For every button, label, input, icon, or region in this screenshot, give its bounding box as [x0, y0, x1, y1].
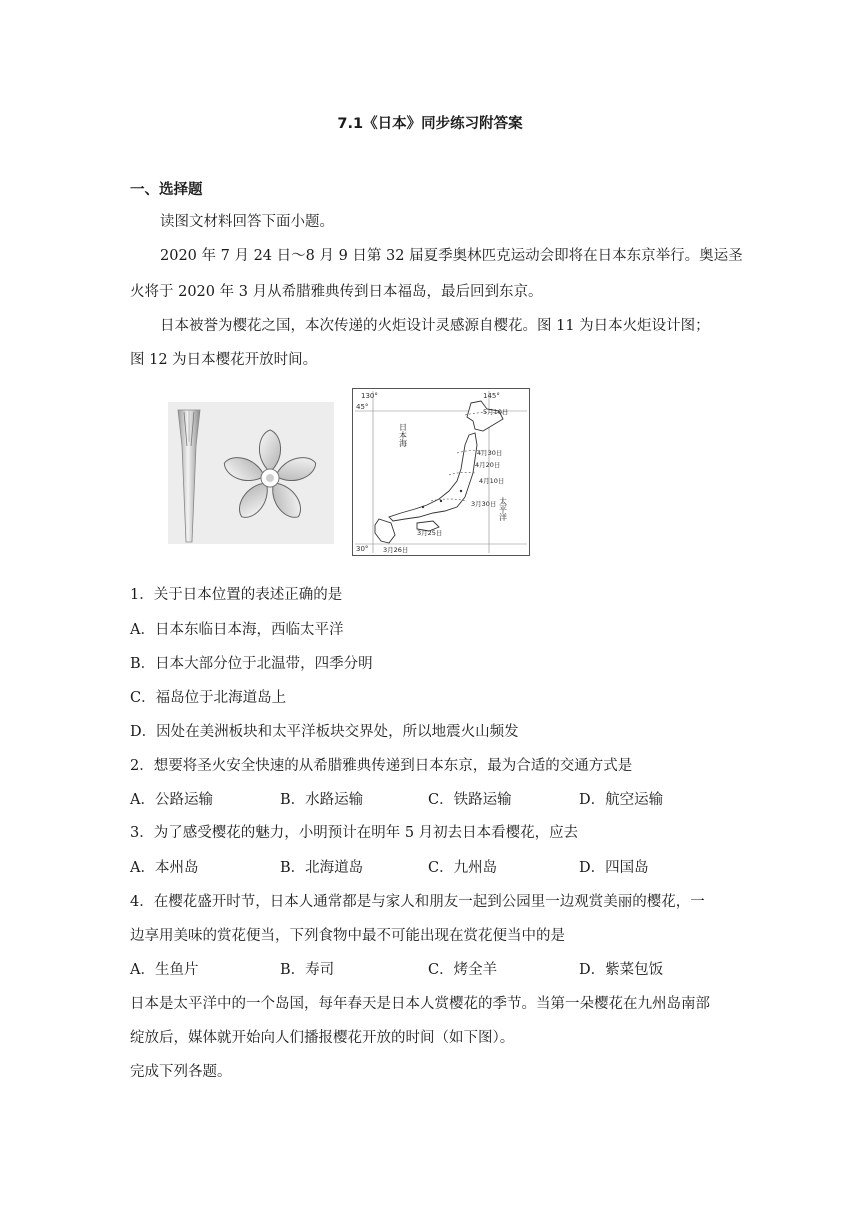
intro-text: 日本被誉为樱花之国，本次传递的火炬设计灵感源自樱花。图 11 为日本火炬设计图； — [160, 318, 710, 334]
question-option: D．四国岛 — [579, 860, 649, 876]
question-option: B．日本大部分位于北温带，四季分明 — [130, 656, 373, 672]
passage-text: 绽放后，媒体就开始向人们播报樱花开放的时间（如下图）。 — [130, 1030, 515, 1046]
question-stem: 3．为了感受樱花的魅力，小明预计在明年 5 月初去日本看樱花，应去 — [130, 825, 579, 841]
sea-label: 日本海 — [398, 423, 408, 447]
bloom-date-label: 4月10日 — [479, 477, 505, 485]
question-option: B．北海道岛 — [280, 860, 364, 876]
question-option: C．福岛位于北海道岛上 — [130, 690, 287, 706]
question-stem: 4．在樱花盛开时节，日本人通常都是与家人和朋友一起到公园里一边观赏美丽的樱花，一 — [130, 894, 705, 910]
sea-label: 太平洋 — [498, 497, 508, 521]
torch-illustration — [168, 402, 334, 544]
bloom-date-label: 5月10日 — [483, 408, 509, 416]
question-option: C．铁路运输 — [428, 792, 512, 808]
question-option: A．生鱼片 — [130, 962, 199, 978]
intro-text: 图 12 为日本樱花开放时间。 — [130, 352, 318, 368]
torch-figure — [168, 402, 334, 544]
bloom-date-label: 4月20日 — [475, 461, 501, 469]
question-option: A．日本东临日本海，西临太平洋 — [130, 622, 344, 638]
question-option: D．因处在美洲板块和太平洋板块交界处，所以地震火山频发 — [130, 724, 519, 740]
question-option: A．本州岛 — [130, 860, 199, 876]
bloom-date-label: 3月26日 — [383, 546, 409, 554]
passage-text: 日本是太平洋中的一个岛国，每年春天是日本人赏樱花的季节。当第一朵樱花在九州岛南部 — [130, 996, 710, 1012]
passage-text: 完成下列各题。 — [130, 1064, 232, 1080]
question-stem: 边享用美味的赏花便当，下列食物中最不可能出现在赏花便当中的是 — [130, 928, 565, 944]
lat-label: 45° — [356, 403, 369, 411]
question-stem: 1．关于日本位置的表述正确的是 — [130, 587, 343, 603]
intro-text: 火将于 2020 年 3 月从希腊雅典传到日本福岛，最后回到东京。 — [130, 284, 543, 300]
question-stem: 2．想要将圣火安全快速的从希腊雅典传递到日本东京，最为合适的交通方式是 — [130, 758, 633, 774]
bloom-date-label: 3月30日 — [471, 500, 497, 508]
intro-text: 2020 年 7 月 24 日～8 月 9 日第 32 届夏季奥林匹克运动会即将在日本东京举行。奥运圣 — [160, 248, 743, 264]
intro-text: 读图文材料回答下面小题。 — [160, 214, 334, 230]
page-title: 7.1《日本》同步练习附答案 — [337, 116, 523, 132]
sakura-map — [352, 388, 530, 556]
question-option: A．公路运输 — [130, 792, 213, 808]
lon-label: 130° — [361, 392, 378, 400]
question-option: D．航空运输 — [579, 792, 664, 808]
question-option: B．水路运输 — [280, 792, 364, 808]
question-option: C．九州岛 — [428, 860, 498, 876]
section-heading: 一、选择题 — [130, 182, 203, 198]
bloom-date-label: 4月30日 — [477, 449, 503, 457]
question-option: C．烤全羊 — [428, 962, 498, 978]
question-option: D．紫菜包饭 — [579, 962, 664, 978]
question-option: B．寿司 — [280, 962, 335, 978]
lat-label: 30° — [356, 545, 369, 553]
lon-label: 145° — [483, 392, 500, 400]
japan-map — [353, 389, 529, 555]
bloom-date-label: 3月25日 — [417, 529, 443, 537]
